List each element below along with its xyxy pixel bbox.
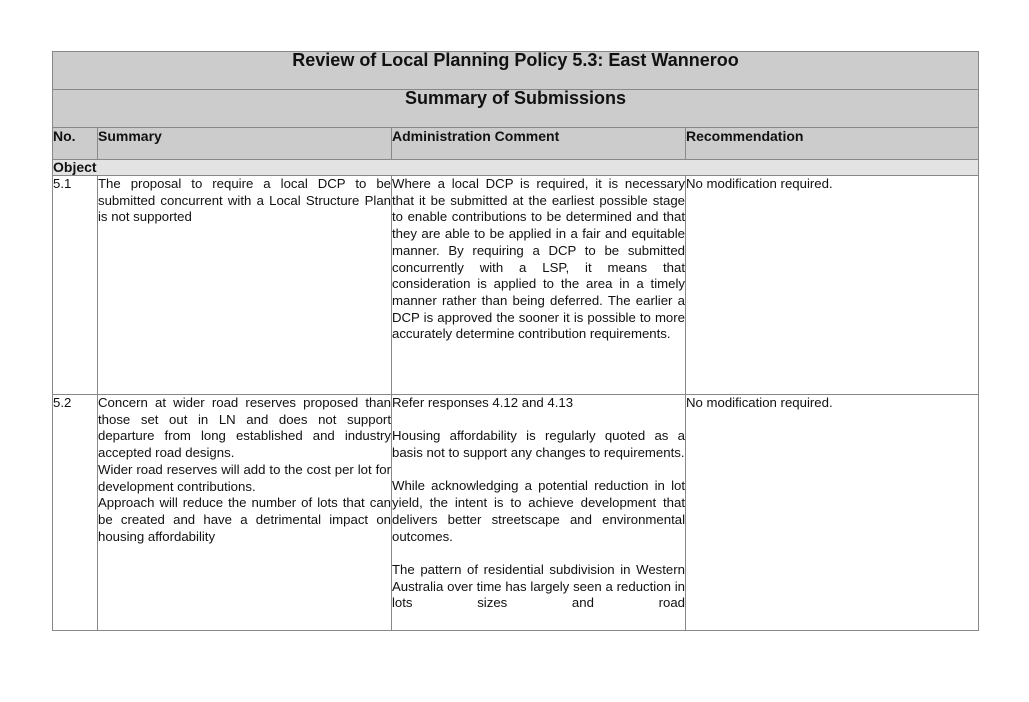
summary-text: Concern at wider road reserves proposed than those set out in LN and does not support departure from long established and industry accepted road designs.: [98, 395, 391, 461]
summary-cell: [98, 395, 392, 631]
summary-text: Approach will reduce the number of lots that can be created and have a detrimental impact on housing affordability: [98, 495, 391, 544]
table-row: [53, 176, 979, 395]
summary-text: The proposal to require a local DCP to be submitted concurrent with a Local Structure Plan is not supported: [98, 176, 391, 225]
submissions-table: [52, 51, 979, 631]
comment-text: The pattern of residential subdivision in Western Australia over time has largely seen a reduction in lots sizes and road: [392, 561, 685, 611]
recommendation-cell: No modification required.: [686, 395, 979, 631]
comment-cell: [392, 176, 686, 395]
comment-text: While acknowledging a potential reduction in lot yield, the intent is to achieve development that delivers better streetscape and environmental outcomes.: [392, 478, 685, 544]
comment-text: Refer responses 4.12 and 4.13: [392, 395, 574, 410]
table-row: [53, 395, 979, 631]
document-title: Review of Local Planning Policy 5.3: East Wanneroo: [53, 52, 979, 90]
section-label: Object: [53, 160, 979, 176]
row-number: 5.1: [53, 176, 98, 395]
recommendation-cell: No modification required.: [686, 176, 979, 395]
header-no: No.: [53, 128, 98, 160]
comment-cell: [392, 395, 686, 631]
header-comment: Administration Comment: [392, 128, 686, 160]
comment-text: Where a local DCP is required, it is necessary that it be submitted at the earliest possible stage to enable contributions to be determined and that they are able to be applied in a fair and equitable manner. By requiring a DCP to be submitted concurrently with a LSP, it means that consideration is applied to the area in a timely manner rather than being deferred. The earlier a DCP is approved the sooner it is possible to more accurately determine contribution requirements.: [392, 176, 685, 342]
header-recommendation: Recommendation: [686, 128, 979, 160]
summary-text: Wider road reserves will add to the cost per lot for development contributions.: [98, 461, 391, 494]
row-number: 5.2: [53, 395, 98, 631]
comment-text: Housing affordability is regularly quoted as a basis not to support any changes to requirements.: [392, 428, 685, 461]
summary-cell: [98, 176, 392, 395]
document-subtitle: Summary of Submissions: [53, 90, 979, 128]
header-summary: Summary: [98, 128, 392, 160]
